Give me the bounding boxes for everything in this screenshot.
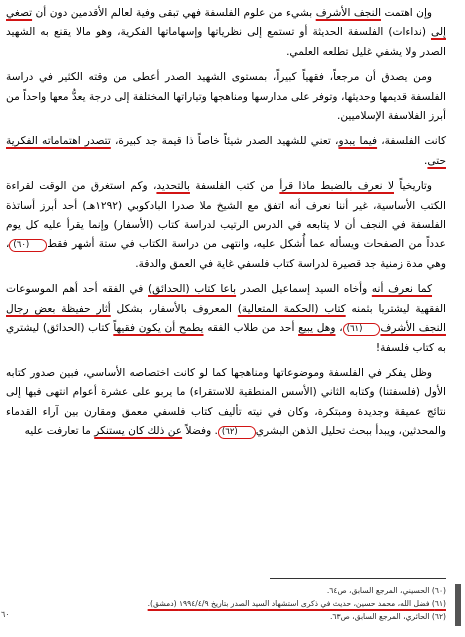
text-run: وإن اهتمت <box>381 7 433 19</box>
underlined-phrase: يطمح أن يكون فقيهاً <box>113 322 204 335</box>
paragraph <box>6 177 446 274</box>
footnote <box>6 584 446 597</box>
footnote-text: (٦٠) الحسيني، المرجع السابق، ص٦٤. <box>326 586 446 595</box>
text-run: ، وكم استغرق من الوقت لقراءة الكتب الأساسية، غير أننا نعرف أنه اتفق مع الشيخ ملا صدرا البادكوبي (١٢٩٢هـ) أحد أبرز أساتذة الفلسفة في النجف أن لا يتابعه في الدرس الرتيب لدراسة كتاب (الأسفار) وإنما يقرأ عليه كل يوم عدداً من الصفحات ويسأله عما أُشكل عليه، وانتهى من دراسة الكتاب في ستة أشهر فقط <box>6 180 446 251</box>
text-run: (نداءات) الفلسفة الحديثة أو تستمع إلى نظرياتها وإسهاماتها الفكرية، وهو ما <box>82 26 431 39</box>
text-run: ومن يصدق أن مرجعاً، فقهياً كبيراً، بمستوى الشهيد الصدر أعطى من وقته الكثير في دراسة الفلسفة قديمها وحديثها، وتوفر على مدارسها ومناهجها وتياراتها المختلفة إلى درجة يعدُّ معها واحداً من أبرز الفلاسفة الإسلاميين. <box>6 71 446 123</box>
underlined-phrase: عن ذلك كان يستنكر <box>94 425 183 438</box>
text-run: ، <box>335 322 343 335</box>
text-run: كانت الفلسفة، <box>377 135 446 148</box>
paragraph <box>6 132 446 171</box>
underlined-phrase: وهل يبيع <box>298 322 336 335</box>
footnote-ref: (٦٢) <box>218 426 256 439</box>
underlined-phrase: بالتحديد <box>156 180 190 193</box>
text-run: وظل يفكر في الفلسفة وموضوعاتها ومناهجها كما لو كانت اختصاصه الأساسي، فبين صدور كتابه الأول (فلسفتنا) وكتابه الثاني (الأسس المنطقية للاستقراء) ما يربو على عشرة أعوام انتهى فيها إلى نتائج عميقة وجديدة ومبتكرة، وكان في نيته تأليف كتاب فلسفي معمق ومقارن بين آراء القدماء والمحدثين، ويبدأ ببحث تحليل الذهن البشري <box>6 366 446 438</box>
underlined-phrase: لا نعرف بالضبط ماذا قرأ <box>279 180 394 193</box>
text-run: في الفقه أحد أهم الموسوعات الفقهية ليشتريا بثمنه <box>6 283 446 315</box>
margin-bar <box>455 584 461 626</box>
text-run: ، تعني للشهيد الصدر شيئاً خاصاً ذا قيمة جد كبيرة، <box>110 135 339 148</box>
footnote <box>6 597 446 610</box>
text-run: بشيء من علوم الفلسفة فهي تبقى وفية لعالم الأقدمين دون أن <box>32 7 316 19</box>
paragraph <box>6 68 446 126</box>
underlined-phrase: النجف الأشرف <box>315 7 382 19</box>
text-run: كتاب (الحدائق) ليشتري به كتاب فلسفة! <box>6 322 446 354</box>
text-run: . وفضلاً <box>182 425 218 438</box>
footnote-ref: (٦١) <box>343 323 381 336</box>
text-run: المعروف بالأسفار، بشكل <box>110 302 238 315</box>
paragraph <box>6 280 446 358</box>
text-run: لا يقنع به الشهيد الصدر ولا يشفي غليل تطلعه العلمي. <box>6 26 446 58</box>
text-run: ما تعارفت عليه <box>24 425 95 438</box>
paragraph <box>6 364 446 442</box>
footnote-text: (٦٢) الحائري، المرجع السابق، ص٦٣. <box>329 612 446 621</box>
text-run: وتاريخياً <box>394 180 432 193</box>
footnote-separator <box>270 578 446 579</box>
footnotes <box>6 584 446 623</box>
underlined-phrase: أثار حفيظة بعض رجال النجف الأشرف <box>6 302 446 335</box>
underlined-phrase: تصغي إلى <box>6 7 446 39</box>
text-run: أحد من طلاب الفقه <box>203 322 299 335</box>
text-run: من كتب الفلسفة <box>189 180 280 193</box>
text-run: . <box>424 154 428 167</box>
footnote-text: (٦١) فضل الله، محمد حسين، حديث في ذكرى استشهاد السيد الصدر بتاريخ ١٩٩٤/٤/٩ (دمشق). <box>147 599 446 608</box>
text-run: ، وهي مدة زمنية جد قصيرة لدراسة كتاب فلسفي غاية في العمق والدقة. <box>6 238 446 270</box>
underlined-phrase: فيما يبدو <box>338 135 378 148</box>
text-run: وأخاه السيد إسماعيل الصدر <box>236 283 372 296</box>
footnote <box>6 610 446 623</box>
footnote-ref: (٦٠) <box>9 239 47 252</box>
underlined-phrase: كما نعرف أنه <box>371 283 433 296</box>
page-number: ٦٠ <box>1 610 10 619</box>
underlined-phrase: كتاب (الحكمة المتعالية) <box>237 302 346 315</box>
underlined-phrase: باعا كتاب (الحدائق) <box>148 283 237 296</box>
paragraph <box>6 4 446 62</box>
body-text <box>6 4 446 448</box>
underlined-phrase: تتصدر اهتماماته الفكرية حتى <box>6 135 446 167</box>
